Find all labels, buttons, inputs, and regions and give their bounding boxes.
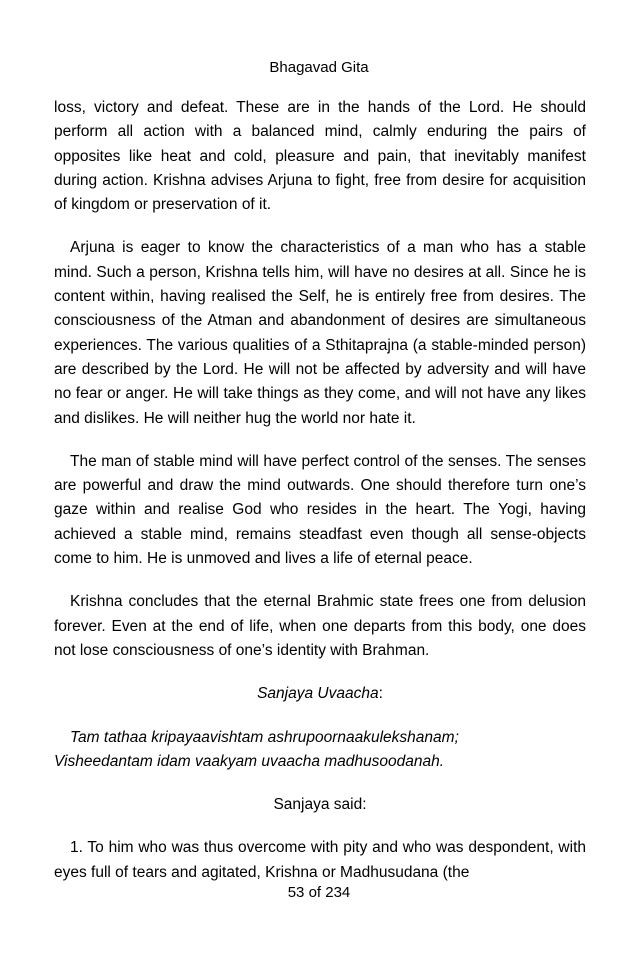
speaker-heading-english: Sanjaya said: <box>273 796 367 814</box>
page-number: 53 of 234 <box>287 884 351 901</box>
translation-paragraph: 1. To him who was thus overcome with pity and who was despondent, with eyes full of tears and agitated, Krishna or Madhusudana (the <box>54 839 586 881</box>
page-body <box>54 96 586 904</box>
sanskrit-verse <box>54 726 586 775</box>
speaker-colon: : <box>378 685 383 703</box>
page-header-title: Bhagavad Gita <box>269 59 369 76</box>
verse-line: Visheedantam idam vaakyam uvaacha madhusoodanah. <box>54 752 445 770</box>
verse-line: Tam tathaa kripayaavishtam ashrupoornaakulekshanam; <box>70 728 459 746</box>
paragraph-stable-mind: The man of stable mind will have perfect control of the senses. The senses are powerful and draw the mind outwards. One should therefore turn one’s gaze within and realise God who resides in the heart. The Yogi, having achieved a stable mind, remains steadfast even though all sense-objects come to him. He is unmoved and lives a life of eternal peace. <box>54 452 586 568</box>
paragraph-sthitaprajna: Arjuna is eager to know the characteristics of a man who has a stable mind. Such a person, Krishna tells him, will have no desires at all. Since he is content within, having realised the Self, he is entirely free from desires. The consciousness of the Atman and abandonment of desires are simultaneous experiences. The various qualities of a Sthitaprajna (a stable-minded person) are described by the Lord. He will not be affected by adversity and will have no fear or anger. He will take things as they come, and will not have any likes and dislikes. He will neither hug the world nor hate it. <box>54 239 586 427</box>
paragraph-continued: loss, victory and defeat. These are in the hands of the Lord. He should perform all action with a balanced mind, calmly enduring the pairs of opposites like heat and cold, pleasure and pain, that inevitably manifest during action. Krishna advises Arjuna to fight, free from desire for acquisition of kingdom or preservation of it. <box>54 99 586 214</box>
speaker-sanskrit-name: Sanjaya Uvaacha <box>257 685 379 703</box>
paragraph-brahmic-state: Krishna concludes that the eternal Brahmic state frees one from delusion forever. Even at the end of life, when one departs from this body, one does not lose consciousness of one’s identity with Brahman. <box>54 593 586 659</box>
speaker-heading-sanskrit <box>54 682 586 706</box>
